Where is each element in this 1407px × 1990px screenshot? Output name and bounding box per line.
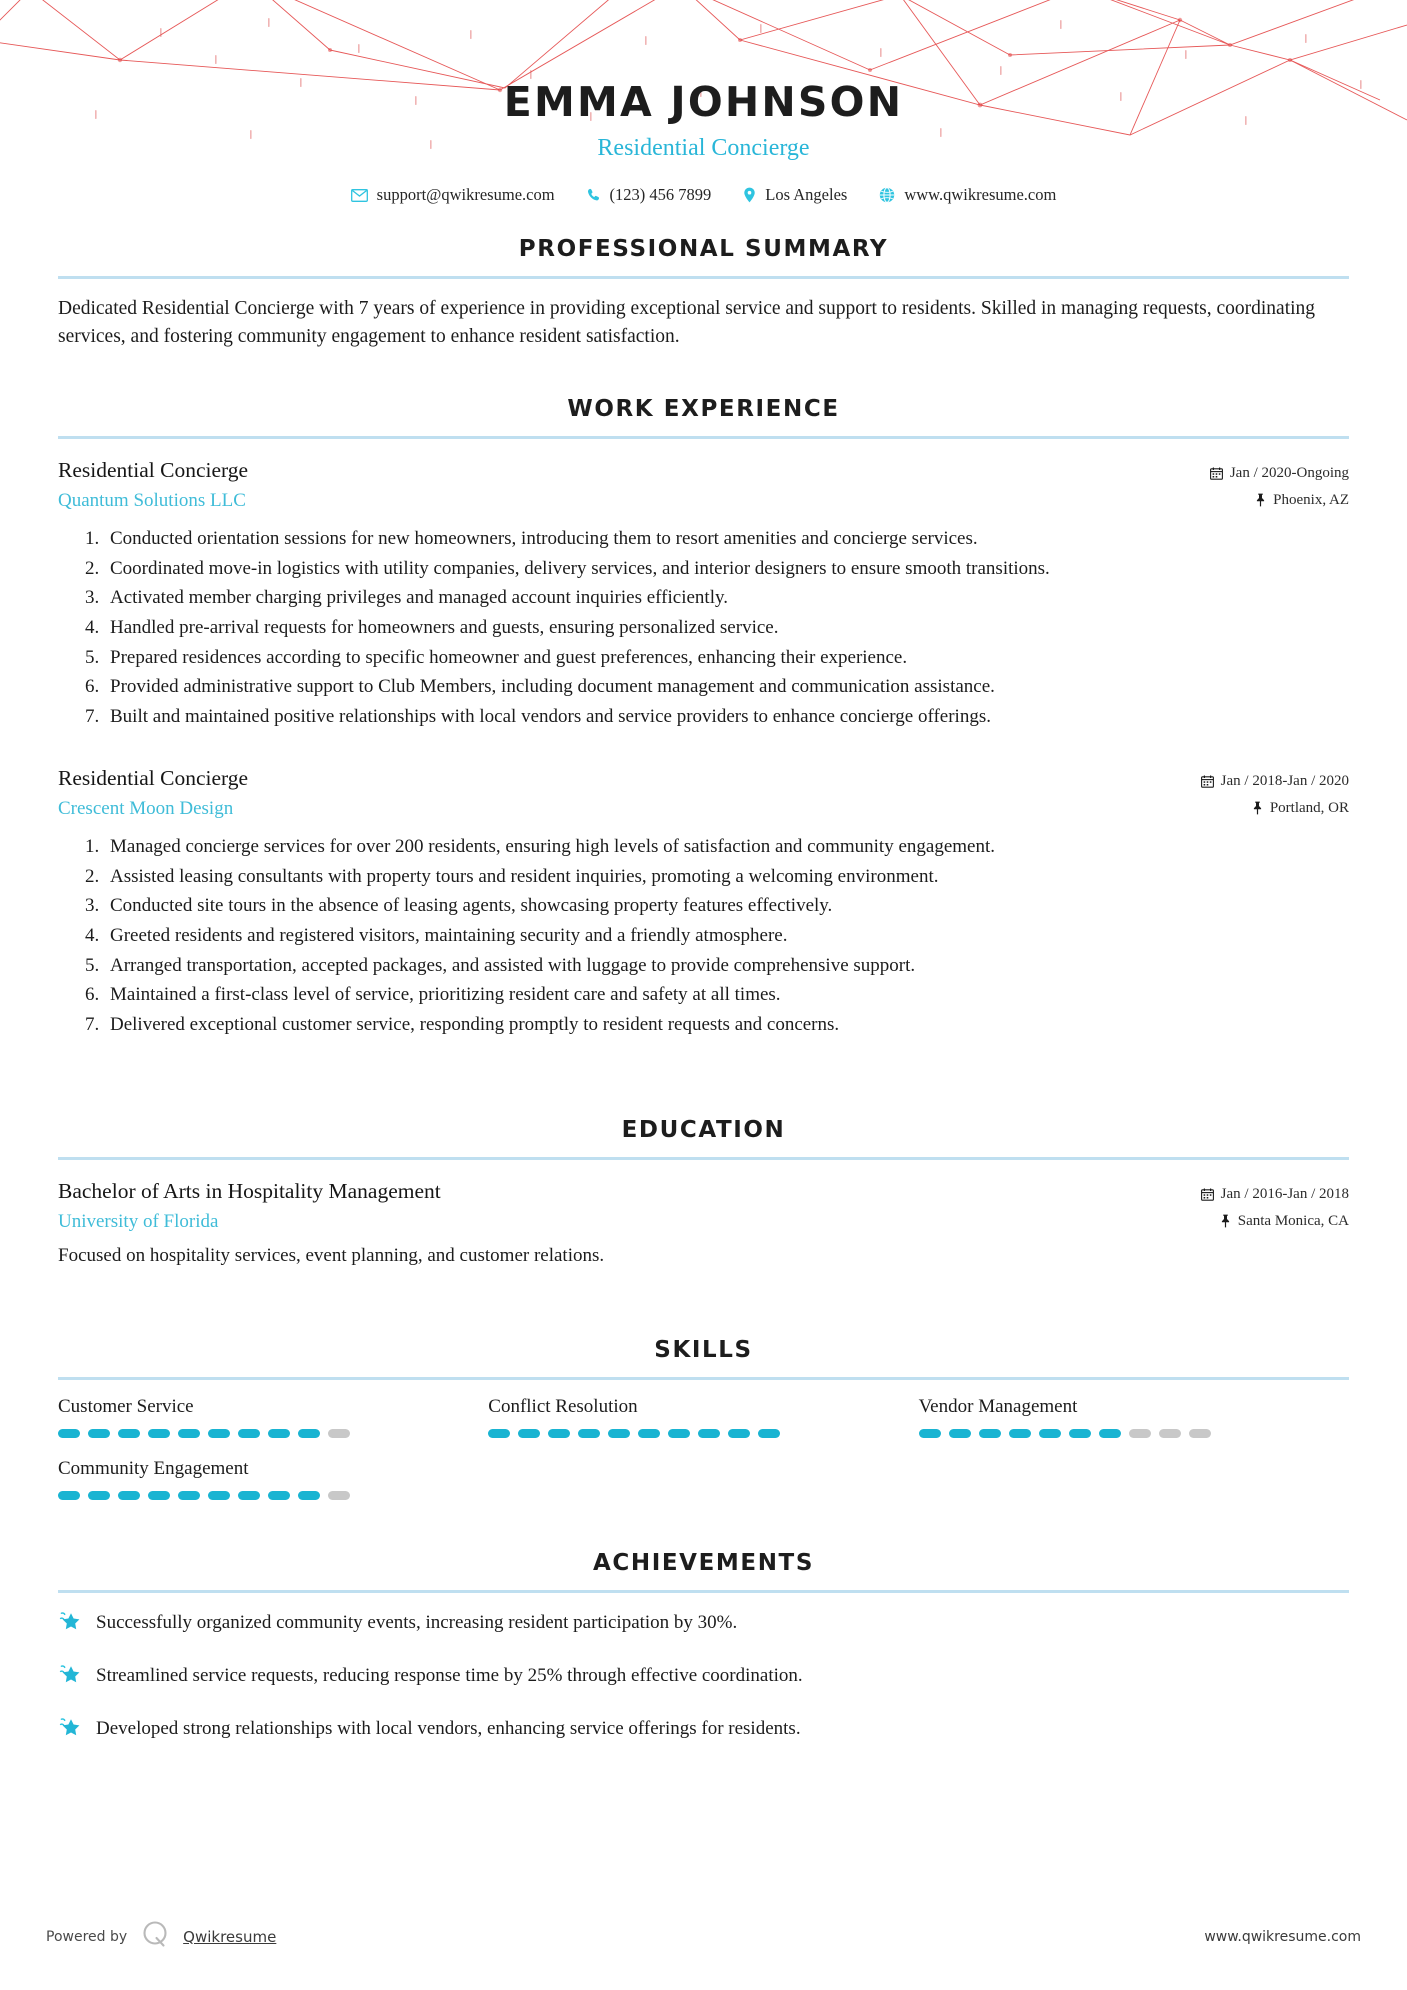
brand-name-link[interactable]: Qwikresume [183,1927,277,1946]
skill-dash-filled [88,1491,110,1500]
education-description: Focused on hospitality services, event planning, and customer relations. [58,1245,605,1267]
skill-dash-filled [208,1491,230,1500]
skill-label: Community Engagement [58,1457,249,1479]
skill-dash-filled [58,1491,80,1500]
skill-dash-filled [638,1429,660,1438]
skill-dash-filled [118,1429,140,1438]
skill-rating-bar [58,1429,488,1438]
skill-dash-filled [238,1491,260,1500]
education-entry [58,1176,1349,1270]
section-title-skills: SKILLS [654,1336,753,1363]
skill-dash-filled [1009,1429,1031,1438]
skill-dash-filled [919,1429,941,1438]
section-skills [58,1337,1349,1520]
work-dates-text: Jan / 2020-Ongoing [1229,465,1349,482]
skill-dash-filled [548,1429,570,1438]
skills-grid [58,1396,1349,1520]
qwikresume-logo-icon [140,1919,170,1954]
section-title-work: WORK EXPERIENCE [567,396,840,423]
calendar-icon [1201,1188,1214,1201]
achievement-text: Streamlined service requests, reducing response time by 25% through effective coordination. [96,1664,803,1686]
section-divider [58,1157,1349,1160]
section-title-education: EDUCATION [621,1117,786,1144]
skill-dash-filled [238,1429,260,1438]
list-item: 3. Activated member charging privileges and managed account inquiries efficiently. [104,583,1349,613]
skill-item [58,1396,488,1438]
geometric-header-decoration [0,0,1407,150]
education-degree: Bachelor of Arts in Hospitality Management [58,1179,441,1204]
work-bullets [58,524,1349,731]
resume-body [0,236,1407,1743]
skill-item [919,1396,1349,1438]
star-badge-icon [58,1663,80,1690]
skill-dash-filled [1069,1429,1091,1438]
pushpin-icon [1220,1214,1231,1228]
list-item: 5. Arranged transportation, accepted packages, and assisted with luggage to provide comprehensive support. [104,951,1349,981]
contact-location [727,185,863,205]
work-job-title: Residential Concierge [58,766,249,791]
location-pin-icon [743,187,756,203]
work-entry [58,455,1349,731]
skill-rating-bar [58,1491,488,1500]
section-professional-summary [58,236,1349,350]
section-work-experience [58,396,1349,1039]
calendar-icon [1201,775,1214,788]
list-item: 5. Prepared residences according to specific homeowner and guest preferences, enhancing their experience. [104,643,1349,673]
achievement-item [58,1662,1349,1690]
skill-dash-filled [728,1429,750,1438]
skill-dash-empty [1159,1429,1181,1438]
list-item: 4. Handled pre-arrival requests for homeowners and guests, ensuring personalized service. [104,613,1349,643]
candidate-role: Residential Concierge [597,135,810,161]
pushpin-icon [1252,801,1263,815]
work-location-text: Portland, OR [1269,799,1349,816]
skill-dash-filled [668,1429,690,1438]
section-divider [58,436,1349,439]
section-divider [58,1377,1349,1380]
section-divider [58,1590,1349,1593]
star-badge-icon [58,1716,80,1743]
contact-phone[interactable] [571,185,728,205]
section-title-summary: PROFESSIONAL SUMMARY [518,236,889,262]
contact-website-text: www.qwikresume.com [904,185,1057,204]
section-achievements [58,1550,1349,1743]
page-footer [46,1919,1361,1954]
skill-dash-filled [979,1429,1001,1438]
envelope-icon [351,189,368,202]
skill-dash-filled [488,1429,510,1438]
list-item: 7. Built and maintained positive relationships with local vendors and service providers to enhance concierge offerings. [104,702,1349,732]
skill-label: Customer Service [58,1395,194,1417]
skill-rating-bar [919,1429,1349,1438]
achievement-item [58,1609,1349,1637]
work-company: Quantum Solutions LLC [58,489,246,511]
skill-dash-filled [298,1429,320,1438]
skill-dash-filled [298,1491,320,1500]
skill-dash-empty [328,1491,350,1500]
list-item: 6. Provided administrative support to Club Members, including document management and communication assistance. [104,672,1349,702]
globe-icon [879,187,895,203]
list-item: 1. Conducted orientation sessions for new homeowners, introducing them to resort amenities and concierge services. [104,524,1349,554]
section-title-achievements: ACHIEVEMENTS [592,1549,814,1576]
skill-item [488,1396,918,1438]
education-location [1201,1208,1349,1234]
work-dates [1201,768,1349,794]
work-job-title: Residential Concierge [58,458,249,483]
skill-dash-filled [518,1429,540,1438]
achievement-text: Developed strong relationships with local vendors, enhancing service offerings for residents. [96,1717,801,1739]
contact-email-text: support@qwikresume.com [376,185,555,204]
section-education [58,1117,1349,1270]
footer-website[interactable]: www.qwikresume.com [1204,1928,1361,1945]
skill-dash-filled [608,1429,630,1438]
skill-dash-filled [118,1491,140,1500]
skill-dash-filled [949,1429,971,1438]
phone-icon [587,188,601,203]
list-item: 2. Assisted leasing consultants with property tours and resident inquiries, promoting a welcoming environment. [104,862,1349,892]
pushpin-icon [1255,493,1266,507]
skill-label: Conflict Resolution [488,1395,638,1417]
achievement-text: Successfully organized community events, increasing resident participation by 30%. [96,1611,738,1633]
section-divider [58,276,1349,279]
skill-dash-filled [1099,1429,1121,1438]
skill-dash-empty [1129,1429,1151,1438]
achievement-item [58,1715,1349,1743]
skill-dash-empty [328,1429,350,1438]
skill-label: Vendor Management [918,1395,1078,1417]
skill-dash-filled [698,1429,720,1438]
resume-header [0,0,1407,232]
powered-by-label: Powered by [46,1928,128,1945]
skill-dash-filled [178,1429,200,1438]
list-item: 1. Managed concierge services for over 200 residents, ensuring high levels of satisfaction and community engagement. [104,832,1349,862]
education-location-text: Santa Monica, CA [1237,1212,1349,1229]
education-dates-text: Jan / 2016-Jan / 2018 [1220,1186,1349,1203]
footer-brand-block [46,1919,276,1954]
skill-dash-filled [148,1429,170,1438]
skill-dash-filled [208,1429,230,1438]
contact-location-text: Los Angeles [765,185,848,204]
skill-item [58,1458,488,1500]
skill-rating-bar [488,1429,918,1438]
work-location [1201,795,1349,821]
list-item: 7. Delivered exceptional customer service, responding promptly to resident requests and concerns. [104,1010,1349,1040]
education-dates [1201,1181,1349,1207]
list-item: 4. Greeted residents and registered visitors, maintaining security and a friendly atmosphere. [104,921,1349,951]
skill-dash-filled [88,1429,110,1438]
candidate-name: EMMA JOHNSON [503,78,904,126]
education-school: University of Florida [58,1210,219,1232]
skill-dash-empty [1189,1429,1211,1438]
contact-phone-text: (123) 456 7899 [609,185,712,204]
contact-website[interactable] [863,185,1072,205]
work-dates-text: Jan / 2018-Jan / 2020 [1220,773,1349,790]
contact-email[interactable] [335,185,571,205]
work-company: Crescent Moon Design [58,797,234,819]
list-item: 2. Coordinated move-in logistics with utility companies, delivery services, and interior designers to ensure smooth transitions. [104,554,1349,584]
skill-dash-filled [178,1491,200,1500]
work-bullets [58,832,1349,1039]
skill-dash-filled [268,1429,290,1438]
work-location-text: Phoenix, AZ [1273,491,1349,508]
contact-row [0,185,1407,205]
work-entry [58,763,1349,1039]
skill-dash-filled [148,1491,170,1500]
skill-dash-filled [1039,1429,1061,1438]
skill-dash-filled [268,1491,290,1500]
achievements-list [58,1609,1349,1743]
work-location [1210,487,1349,513]
skill-dash-filled [58,1429,80,1438]
skill-dash-filled [758,1429,780,1438]
work-dates [1210,460,1349,486]
list-item: 6. Maintained a first-class level of service, prioritizing resident care and safety at all times. [104,980,1349,1010]
list-item: 3. Conducted site tours in the absence of leasing agents, showcasing property features effectively. [104,891,1349,921]
summary-text: Dedicated Residential Concierge with 7 years of experience in providing exceptional service and support to residents. Skilled in managing requests, coordinating services, and fostering community engagement to enhance resident satisfaction. [58,298,1316,347]
calendar-icon [1210,467,1223,480]
star-badge-icon [58,1610,80,1637]
skill-dash-filled [578,1429,600,1438]
